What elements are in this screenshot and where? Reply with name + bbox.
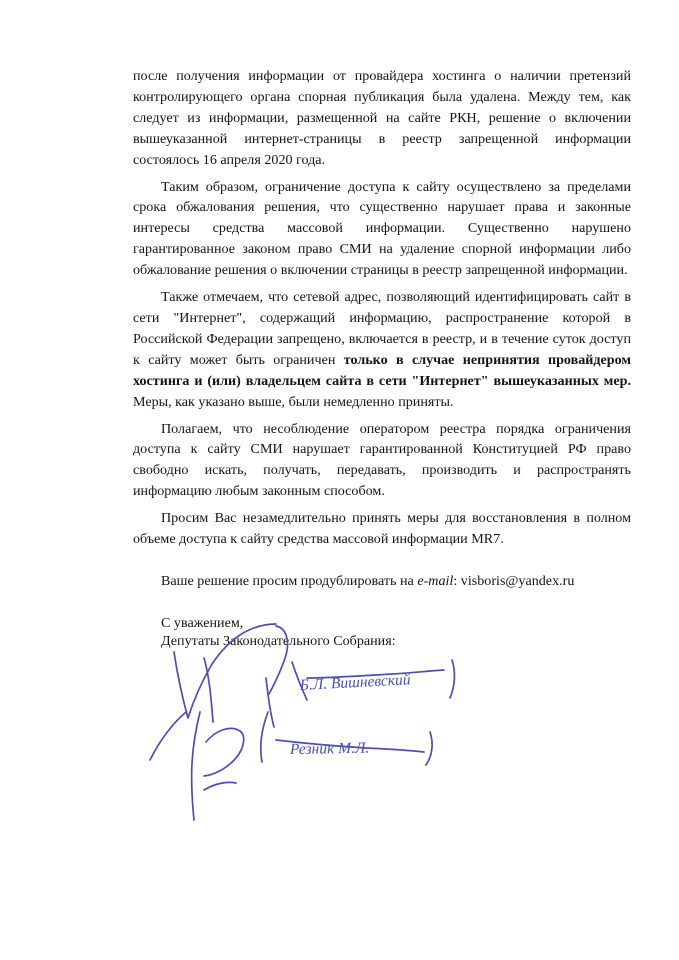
email-prefix: Ваше решение просим продублировать на: [161, 572, 418, 589]
signature-name-reznik: Резник М.Л.: [289, 739, 370, 758]
paragraph-registry-rules: [133, 287, 631, 412]
closing-greeting: С уважением,: [161, 614, 244, 631]
paragraph-access-restriction: Таким образом, ограничение доступа к сайту осуществлено за пределами срока обжалования решения, что существенно нарушает права и законные интересы средства массовой информации. Существенно нарушено гарантированное законом право СМИ на удаление спорной информации либо обжалование решения о включении страницы в реестр запрещенной информации.: [133, 178, 631, 279]
email-request-line: [133, 571, 631, 592]
registry-rules-text-start: Также отмечаем, что сетевой адрес, позволяющий идентифицировать сайт в сети "Интернет", содержащий информацию, распространение которой в Российской Федерации запрещено, включается в реестр, и в течение суток доступ к сайту может быть ограничен: [133, 289, 631, 368]
email-label: e-mail: [417, 572, 454, 589]
paragraph-constitution: Полагаем, что несоблюдение оператором реестра порядка ограничения доступа к сайту СМИ нарушает гарантированной Конституцией РФ право свободно искать, получать, передавать, производить и распространять информацию любым законным способом.: [133, 420, 631, 500]
closing-signatories: Депутаты Законодательного Собрания:: [161, 632, 396, 649]
letter-body: [133, 66, 631, 650]
closing-block: [161, 614, 631, 650]
paragraph-request: Просим Вас незамедлительно принять меры для восстановления в полном объеме доступа к сайту средства массовой информации MR7.: [133, 510, 631, 548]
signature-name-vishnevsky: Б.Л. Вишневский: [299, 671, 411, 694]
registry-rules-text-end: Меры, как указано выше, были немедленно приняты.: [133, 393, 454, 410]
email-address: : visboris@yandex.ru: [453, 572, 575, 589]
registry-rules-bold-text: только в случае непринятия провайдером хостинга и (или) владельцем сайта в сети "Интернет" вышеуказанных мер.: [133, 351, 631, 389]
paragraph-removal-info: после получения информации от провайдера хостинга о наличии претензий контролирующего органа спорная публикация была удалена. Между тем, как следует из информации, размещенной на сайте РКН, решение о включении вышеуказанной интернет-страницы в реестр запрещенной информации состоялось 16 апреля 2020 года.: [133, 68, 631, 168]
signature-reznik: [150, 712, 432, 820]
